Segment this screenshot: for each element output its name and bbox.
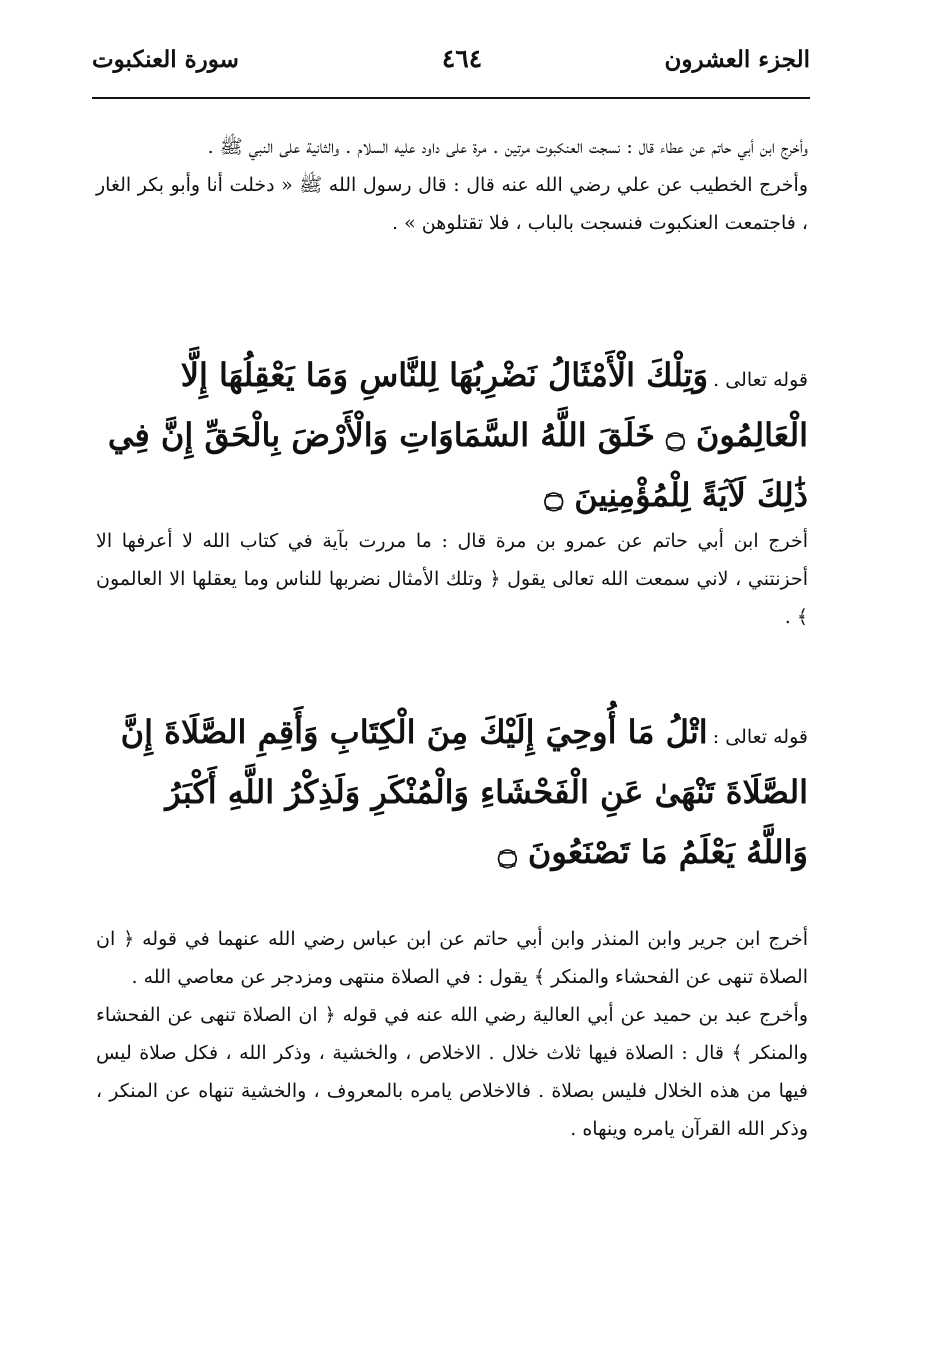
page-header <box>92 38 810 96</box>
header-rule <box>92 97 810 99</box>
verse-intro: قوله تعالى . <box>713 369 808 391</box>
part-title: الجزء العشرون <box>664 46 810 73</box>
text-block-3 <box>96 920 808 1148</box>
page-number: ٤٦٤ <box>441 44 483 73</box>
verse-block-1 <box>96 345 808 525</box>
paragraph: وأخرج ابن أبي حاتم عن عطاء قال : نسجت العنكبوت مرتين . مرة على داود عليه السلام . والثانية على النبي ﷺ . <box>207 136 808 158</box>
surah-title: سورة العنكبوت <box>92 46 239 73</box>
paragraph: وأخرج الخطيب عن علي رضي الله عنه قال : قال رسول الله ﷺ « دخلت أنا وأبو بكر الغار ، فاجتمعت العنكبوت فنسجت بالباب ، فلا تقتلوهن » . <box>96 174 809 234</box>
quran-verse: اتْلُ مَا أُوحِيَ إِلَيْكَ مِنَ الْكِتَابِ وَأَقِمِ الصَّلَاةَ إِنَّ الصَّلَاةَ تَنْهَىٰ عَنِ الْفَحْشَاءِ وَالْمُنْكَرِ وَلَذِكْرُ اللَّهِ أَكْبَرُ وَاللَّهُ يَعْلَمُ مَا تَصْنَعُونَ ۝ <box>120 713 808 871</box>
verse-block-2 <box>96 702 808 882</box>
text-block-1 <box>96 128 808 242</box>
paragraph: وأخرج عبد بن حميد عن أبي العالية رضي الله عنه في قوله ﴿ ان الصلاة تنهى عن الفحشاء والمنكر ﴾ قال : الصلاة فيها ثلاث خلال . الاخلاص ، والخشية ، وذكر الله ، فكل صلاة ليس فيها من هذه الخلال فليس بصلاة . فالاخلاص يامره بالمعروف ، والخشية تنهاه عن المنكر ، وذكر الله القرآن يامره وينهاه . <box>96 1004 808 1140</box>
paragraph: أخرج ابن جرير وابن المنذر وابن أبي حاتم عن ابن عباس رضي الله عنهما في قوله ﴿ ان الصلاة تنهى عن الفحشاء والمنكر ﴾ يقول : في الصلاة منتهى ومزدجر عن معاصي الله . <box>96 928 808 988</box>
quran-verse: وَتِلْكَ الْأَمْثَالُ نَضْرِبُهَا لِلنَّاسِ وَمَا يَعْقِلُهَا إِلَّا الْعَالِمُونَ ۝ خَلَقَ اللَّهُ السَّمَاوَاتِ وَالْأَرْضَ بِالْحَقِّ إِنَّ فِي ذَٰلِكَ لَآيَةً لِلْمُؤْمِنِينَ ۝ <box>107 356 808 514</box>
text-block-2 <box>96 522 808 636</box>
verse-intro: قوله تعالى : <box>712 726 808 748</box>
paragraph: أخرج ابن أبي حاتم عن عمرو بن مرة قال : ما مررت بآية في كتاب الله لا أعرفها الا أحزنتني ، لاني سمعت الله تعالى يقول ﴿ وتلك الأمثال نضربها للناس وما يعقلها الا العالمون ﴾ . <box>96 530 808 628</box>
